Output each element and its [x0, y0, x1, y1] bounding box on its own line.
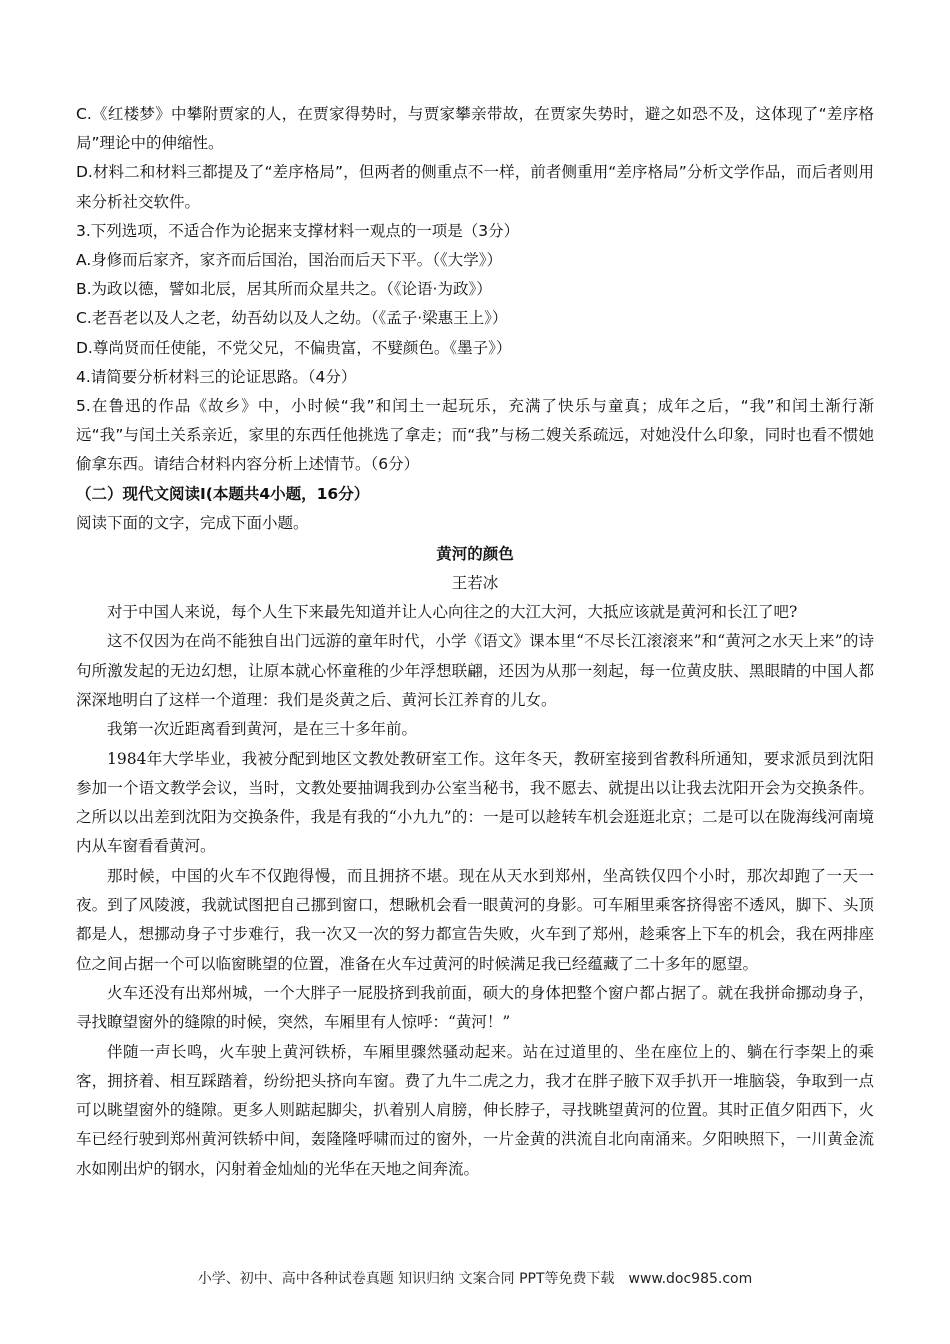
article-paragraph: 这不仅因为在尚不能独自出门远游的童年时代，小学《语文》课本里“不尽长江滚滚来”和“黄河之水天上来”的诗句所激发起的无边幻想，让原本就心怀童稚的少年浮想联翩，还因为从那一刻起，每一位黄皮肤、黑眼睛的中国人都深深地明白了这样一个道理：我们是炎黄之后、黄河长江养育的儿女。 [76, 632, 874, 709]
article-paragraph: 1984年大学毕业，我被分配到地区文教处教研室工作。这年冬天，教研室接到省教科所通知，要求派员到沈阳参加一个语文教学会议，当时，文教处要抽调我到办公室当秘书，我不愿去、就提出以让我去沈阳开会为交换条件。之所以以出差到沈阳为交换条件，我是有我的“小九九”的：一是可以趁转车机会逛逛北京；二是可以在陇海线河南境内从车窗看看黄河。 [76, 749, 874, 856]
page-content [76, 100, 874, 1184]
section-heading: （二）现代文阅读Ⅰ(本题共4小题，16分） [76, 484, 370, 503]
footer-site-link[interactable]: www.doc985.com [628, 1271, 753, 1287]
question-5: 5.在鲁迅的作品《故乡》中，小时候“我”和闰土一起玩乐，充满了快乐与童真；成年之后，“我”和闰土渐行渐远“我”与闰土关系亲近，家里的东西任他挑选了拿走；而“我”与杨二嫂关系疏远，对她没什么印象，同时也看不惯她偷拿东西。请结合材料内容分析上述情节。（6分） [76, 397, 874, 474]
article-paragraph: 我第一次近距离看到黄河，是在三十多年前。 [107, 720, 418, 739]
question-3-option-d: D.尊尚贤而任使能，不党父兄，不偏贵富，不嬖颜色。《墨子》） [76, 338, 512, 357]
article-paragraph: 那时候，中国的火车不仅跑得慢，而且拥挤不堪。现在从天水到郑州，坐高铁仅四个小时，那次却跑了一天一夜。到了风陵渡，我就试图把自己挪到窗口，想瞅机会看一眼黄河的身影。可车厢里乘客挤得密不透风，脚下、头顶都是人，想挪动身子寸步难行，我一次又一次的努力都宣告失败，火车到了郑州，趁乘客上下车的机会，我在两排座位之间占据一个可以临窗眺望的位置，准备在火车过黄河的时候满足我已经蕴藏了二十多年的愿望。 [76, 866, 874, 973]
page-footer [0, 1268, 950, 1288]
question-3-stem: 3.下列选项，不适合作为论据来支撑材料一观点的一项是（3分） [76, 221, 520, 240]
article-title: 黄河的颜色 [436, 545, 514, 564]
question-4: 4.请简要分析材料三的论证思路。（4分） [76, 367, 357, 386]
footer-ad-text: 小学、初中、高中各种试卷真题 知识归纳 文案合同 PPT等免费下载 [197, 1271, 615, 1287]
article-paragraph: 对于中国人来说，每个人生下来最先知道并让人心向往之的大江大河，大抵应该就是黄河和长江了吧? [107, 603, 798, 622]
option-c: C.《红楼梦》中攀附贾家的人，在贾家得势时，与贾家攀亲带故，在贾家失势时，避之如恐不及，这体现了“差序格局”理论中的伸缩性。 [76, 105, 874, 153]
question-3-option-b: B.为政以德，譬如北辰，居其所而众星共之。（《论语·为政》） [76, 280, 492, 299]
article-paragraph: 火车还没有出郑州城，一个大胖子一屁股挤到我前面，硕大的身体把整个窗户都占据了。就在我拼命挪动身子，寻找瞭望窗外的缝隙的时候，突然，车厢里有人惊呼：“黄河！” [76, 983, 874, 1032]
option-d: D.材料二和材料三都提及了“差序格局”，但两者的侧重点不一样，前者侧重用“差序格局”分析文学作品，而后者则用来分析社交软件。 [76, 163, 874, 211]
article-author: 王若冰 [451, 574, 499, 593]
question-3-option-a: A.身修而后家齐，家齐而后国治，国治而后天下平。（《大学》） [76, 251, 503, 270]
section-instruction: 阅读下面的文字，完成下面小题。 [76, 513, 309, 532]
article-paragraph: 伴随一声长鸣，火车驶上黄河铁桥，车厢里骤然骚动起来。站在过道里的、坐在座位上的、躺在行李架上的乘客，拥挤着、相互踩踏着，纷纷把头挤向车窗。费了九牛二虎之力，我才在胖子腋下双手扒开一堆脑袋，争取到一点可以眺望窗外的缝隙。更多人则踮起脚尖，扒着别人肩膀，伸长脖子，寻找眺望黄河的位置。其时正值夕阳西下，火车已经行驶到郑州黄河铁轿中间，轰隆隆呼啸而过的窗外，一片金黄的洪流自北向南涌来。夕阳映照下，一川黄金流水如刚出炉的钢水，闪射着金灿灿的光华在天地之间奔流。 [76, 1042, 874, 1178]
question-3-option-c: C.老吾老以及人之老，幼吾幼以及人之幼。（《孟子·梁惠王上》） [76, 309, 508, 328]
